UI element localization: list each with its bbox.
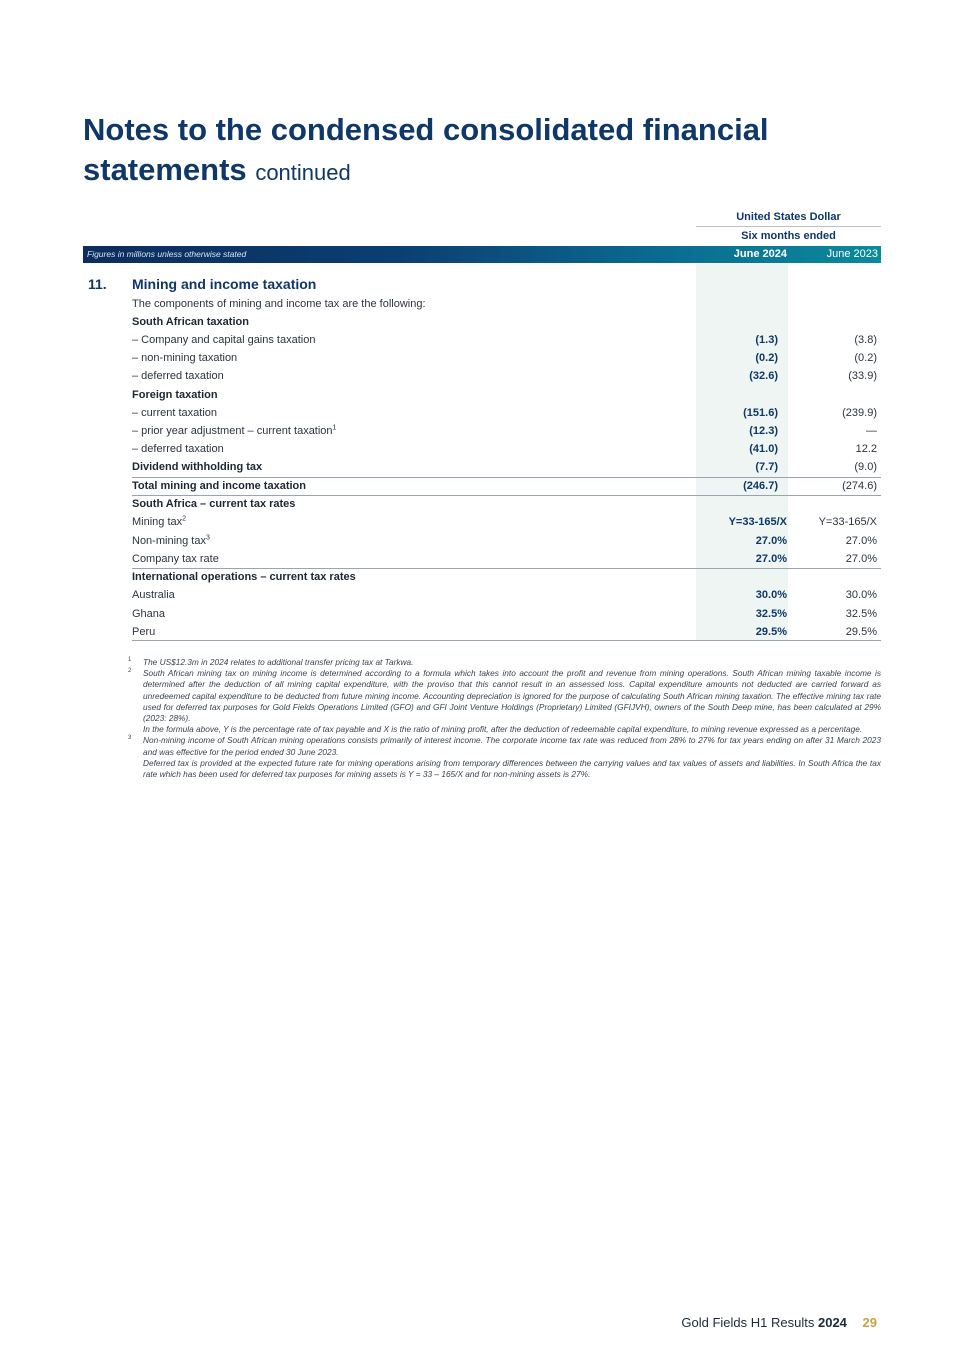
- footnote: 2 South African mining tax on mining income is determined according to a formula which takes into account the profit and revenue from mining operations. South African mining taxable income is determined after the deduction of all mining capital expenditure, with the proviso that this cannot result in an assessed loss. Capital expenditure amounts not deducted are carried forward as unredeemed capital expenditure to be deducted from future mining income. Accounting depreciation is ignored for the purpose of calculating South African mining taxation. The effective mining tax rate used for deferred tax purposes for Gold Fields Operations Limited (GFO) and GFI Joint Venture Holdings (Proprietary) Limited (GFIJVH), owners of the South Deep mine, has been calculated at 29% (2023: 28%).: [128, 668, 881, 724]
- table-row: [132, 568, 881, 586]
- period-header: Six months ended: [741, 230, 836, 242]
- row-label: Foreign taxation: [132, 389, 218, 401]
- table-row: [132, 623, 881, 641]
- footnotes: [128, 657, 881, 780]
- value-june-2023: (9.0): [854, 461, 877, 473]
- section-intro: The components of mining and income tax are the following:: [132, 298, 426, 310]
- value-june-2023: (3.8): [854, 334, 877, 346]
- table-row: [132, 513, 881, 531]
- value-june-2024: 32.5%: [755, 608, 787, 620]
- row-label: – prior year adjustment – current taxation$^1$: [132, 424, 337, 437]
- table-row: [132, 532, 881, 550]
- table-row: [132, 386, 881, 404]
- value-june-2024: (246.7): [743, 480, 778, 492]
- page-title: [83, 110, 883, 193]
- footnote-ref: 1: [332, 424, 337, 432]
- total-row: [132, 477, 881, 495]
- divider: [696, 226, 881, 227]
- value-june-2024: 27.0%: [755, 553, 787, 565]
- table-row: [132, 458, 881, 476]
- section-intro-row: [132, 295, 881, 313]
- value-june-2023: (239.9): [842, 407, 877, 419]
- footnote: 3 Non-mining income of South African mining operations consists primarily of interest income. The corporate income tax rate was reduced from 28% to 27% for tax years ending on after 31 March 2023 and was effective for the period ended 30 June 2023.: [128, 735, 881, 757]
- value-june-2024: Y=33-165/X: [728, 516, 787, 528]
- table-row: [132, 605, 881, 623]
- value-june-2024: (1.3): [755, 334, 778, 346]
- table-row: [132, 313, 881, 331]
- row-label: International operations – current tax rates: [132, 571, 356, 583]
- table-row: [132, 331, 881, 349]
- table-row: [132, 367, 881, 385]
- value-june-2024: (12.3): [749, 425, 778, 437]
- value-june-2023: 32.5%: [845, 608, 877, 620]
- table-row: [132, 495, 881, 513]
- table-row: [132, 404, 881, 422]
- row-label: Non-mining tax$^3$: [132, 534, 210, 547]
- row-label: – Company and capital gains taxation: [132, 334, 316, 346]
- page-number: 29: [862, 1315, 877, 1330]
- report-name: Gold Fields H1 Results: [681, 1315, 815, 1330]
- page-title-suffix: continued: [255, 160, 351, 185]
- value-june-2024: (41.0): [749, 443, 778, 455]
- table-header-band: [83, 246, 881, 263]
- report-year: 2024: [817, 1315, 847, 1330]
- row-label: Total mining and income taxation: [132, 480, 306, 492]
- footnote: Deferred tax is provided at the expected future rate for mining operations arising from temporary differences between the carrying values and tax values of assets and liabilities. In South Africa the tax rate which has been used for deferred tax purposes for mining assets is Y = 33 – 165/X and for non-mining assets is 27%.: [143, 757, 881, 780]
- value-june-2024: 29.5%: [755, 626, 787, 638]
- value-june-2024: 30.0%: [755, 589, 787, 601]
- row-label: Ghana: [132, 608, 166, 620]
- row-label: – deferred taxation: [132, 443, 224, 455]
- value-june-2024: 27.0%: [755, 535, 787, 547]
- value-june-2024: (7.7): [755, 461, 778, 473]
- footnote: 1 The US$12.3m in 2024 relates to additional transfer pricing tax at Tarkwa.: [128, 657, 414, 667]
- section-title: Mining and income taxation: [132, 276, 317, 292]
- value-june-2024: (151.6): [743, 407, 778, 419]
- row-label: Australia: [132, 589, 175, 601]
- footnote-ref: 3: [205, 534, 210, 542]
- value-june-2023: 12.2: [855, 443, 877, 455]
- row-label: Mining tax$^2$: [132, 515, 187, 528]
- row-label: Dividend withholding tax: [132, 461, 263, 473]
- section-number: 11.: [88, 276, 107, 292]
- table-row: [132, 422, 881, 440]
- table-row: [132, 440, 881, 458]
- page-footer: [681, 1315, 877, 1330]
- value-june-2023: (274.6): [842, 480, 877, 492]
- table-row: [132, 550, 881, 568]
- currency-header: United States Dollar: [736, 211, 841, 223]
- row-label: – deferred taxation: [132, 370, 224, 382]
- value-june-2023: Y=33-165/X: [818, 516, 877, 528]
- row-label: South Africa – current tax rates: [132, 498, 296, 510]
- column-header-june-2023: June 2023: [826, 248, 878, 260]
- row-label: South African taxation: [132, 316, 249, 328]
- value-june-2023: 27.0%: [845, 553, 877, 565]
- value-june-2023: (0.2): [854, 352, 877, 364]
- value-june-2023: 30.0%: [845, 589, 877, 601]
- table-row: [132, 586, 881, 604]
- value-june-2023: (33.9): [848, 370, 877, 382]
- figures-note: Figures in millions unless otherwise stated: [87, 249, 247, 259]
- table-row: [132, 349, 881, 367]
- value-june-2024: (32.6): [749, 370, 778, 382]
- value-june-2023: —: [866, 425, 877, 437]
- footnote: In the formula above, Y is the percentage rate of tax payable and X is the ratio of mining profit, after the deduction of redeemable capital expenditure, to mining revenue expressed as a percentage.: [143, 724, 863, 735]
- value-june-2024: (0.2): [755, 352, 778, 364]
- row-label: – non-mining taxation: [132, 352, 238, 364]
- row-label: Peru: [132, 626, 156, 638]
- value-june-2023: 27.0%: [845, 535, 877, 547]
- row-label: – current taxation: [132, 407, 217, 419]
- value-june-2023: 29.5%: [845, 626, 877, 638]
- divider: [132, 640, 881, 641]
- page-title-main: Notes to the condensed consolidated financial statements: [83, 112, 769, 187]
- column-header-june-2024: June 2024: [733, 248, 787, 260]
- footnote-ref: 2: [182, 515, 187, 523]
- row-label: Company tax rate: [132, 553, 219, 565]
